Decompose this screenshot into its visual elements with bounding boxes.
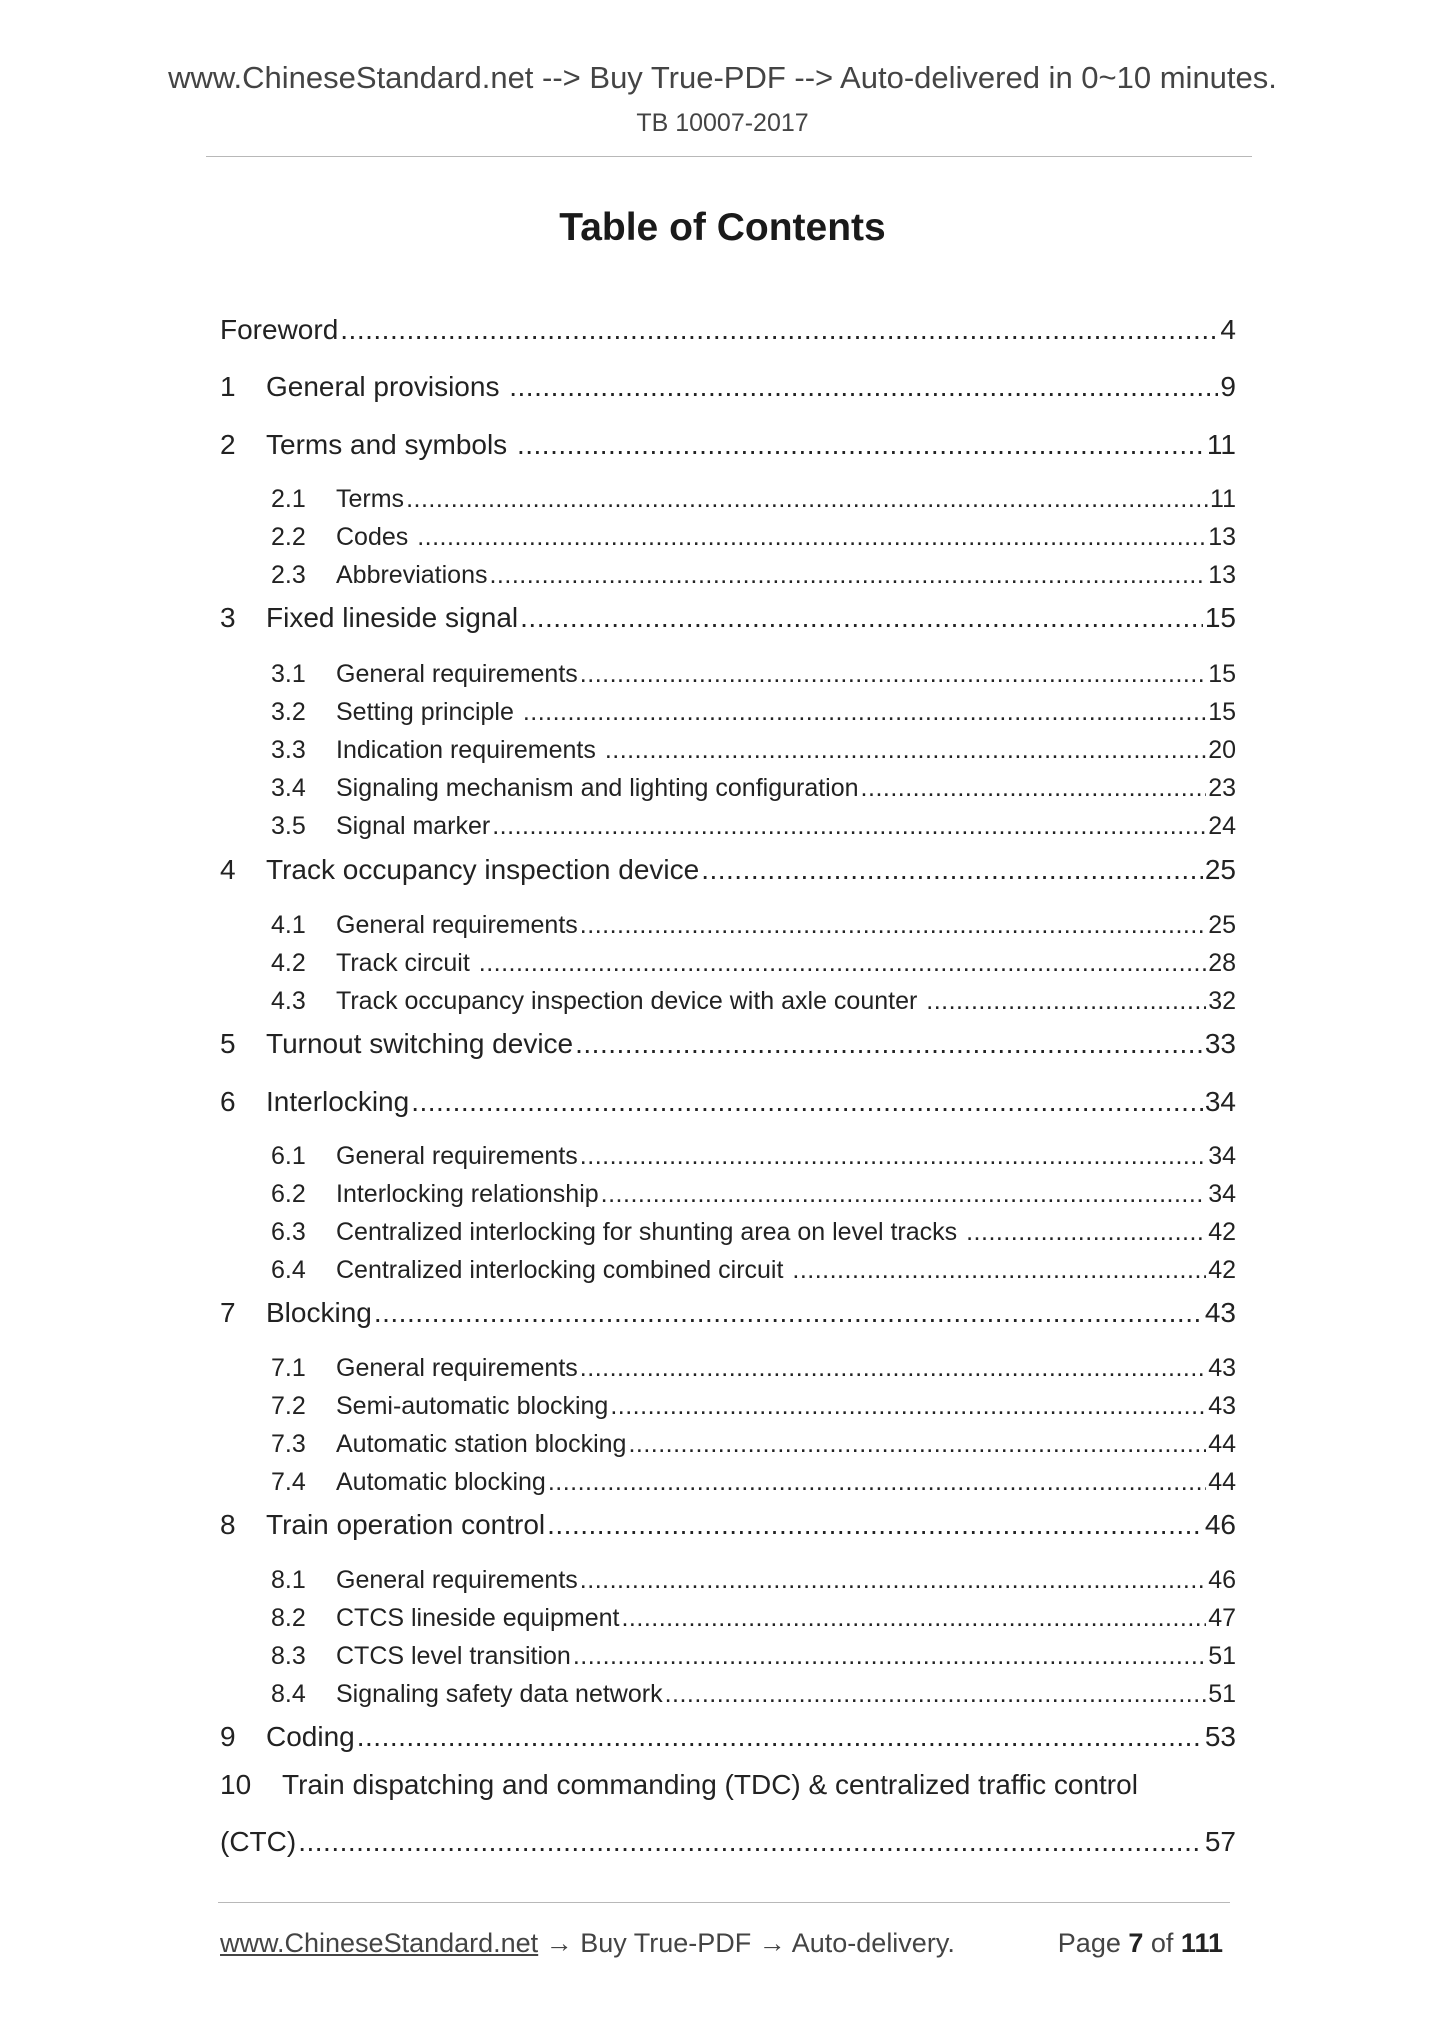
toc-leader-dots (548, 1464, 1206, 1500)
toc-entry-number: 8.2 (271, 1604, 306, 1632)
toc-entry-title: General requirements (336, 1566, 578, 1594)
toc-entry-title: Interlocking relationship (336, 1180, 599, 1208)
toc-entry-number: 10 (220, 1769, 252, 1800)
toc-leader-dots (580, 1350, 1206, 1386)
toc-entry[interactable] (271, 1252, 1236, 1288)
toc-entry-title: General requirements (336, 1354, 578, 1382)
toc-entry[interactable] (220, 367, 1236, 407)
toc-entry-number: 6.4 (271, 1256, 306, 1284)
toc-entry-number: 6 (220, 1086, 236, 1117)
toc-leader-dots (621, 1600, 1206, 1636)
toc-entry[interactable] (271, 1562, 1236, 1598)
toc-entry-number: 2.2 (271, 523, 306, 551)
toc-leader-dots (298, 1822, 1203, 1862)
toc-entry-page: 11 (1210, 485, 1236, 513)
toc-leader-dots (580, 656, 1206, 692)
toc-entry-page: 43 (1208, 1354, 1236, 1382)
toc-entry-number: 3.4 (271, 774, 306, 802)
toc-entry-number: 3.1 (271, 660, 306, 688)
toc-entry-page: 34 (1204, 1086, 1236, 1117)
toc-entry[interactable] (271, 1138, 1236, 1174)
toc-entry-number: 8.1 (271, 1566, 306, 1594)
toc-entry-page: 34 (1208, 1142, 1236, 1170)
toc-entry-title: Coding (266, 1721, 355, 1752)
toc-entry-page: 57 (1204, 1826, 1236, 1857)
toc-entry-title: General requirements (336, 1142, 578, 1170)
standard-code: TB 10007-2017 (636, 109, 809, 137)
page-counter (1058, 1926, 1223, 1960)
toc-entry-page: 32 (1208, 987, 1236, 1015)
toc-leader-dots (665, 1676, 1207, 1712)
toc-entry-title: Semi-automatic blocking (336, 1392, 609, 1420)
toc-entry[interactable] (271, 1350, 1236, 1386)
toc-entry-title: Abbreviations (336, 561, 488, 589)
toc-entry-title: Centralized interlocking for shunting area on level tracks (336, 1218, 965, 1246)
toc-entry-number: 4 (220, 854, 236, 885)
toc-entry-page: 51 (1208, 1642, 1236, 1670)
toc-entry-title: CTCS lineside equipment (336, 1604, 620, 1632)
toc-leader-dots (966, 1214, 1206, 1250)
toc-entry-title: Centralized interlocking combined circuit (336, 1256, 791, 1284)
toc-entry-number: 4.3 (271, 987, 306, 1015)
toc-entry[interactable] (220, 310, 1236, 350)
toc-leader-dots (520, 598, 1203, 638)
toc-entry-page: 25 (1204, 854, 1236, 885)
toc-entry-page: 15 (1208, 660, 1236, 688)
toc-entry-number: 7.3 (271, 1430, 306, 1458)
toc-entry-title: Signaling mechanism and lighting configuration (336, 774, 859, 802)
toc-entry-number: 8 (220, 1509, 236, 1540)
toc-entry-number: 6.1 (271, 1142, 306, 1170)
page-of: of (1143, 1928, 1181, 1958)
toc-leader-dots (580, 907, 1206, 943)
toc-entry[interactable] (220, 425, 1236, 465)
toc-entry-number: 1 (220, 371, 236, 402)
footer-promo-text: → Buy True-PDF → Auto-delivery. (538, 1928, 955, 1958)
toc-entry-title: Turnout switching device (266, 1028, 574, 1059)
toc-entry-page: 44 (1208, 1468, 1236, 1496)
toc-entry[interactable] (220, 850, 1236, 890)
toc-entry-number: 7.4 (271, 1468, 306, 1496)
toc-entry-page: 33 (1204, 1028, 1236, 1059)
toc-entry-title: Indication requirements (336, 736, 603, 764)
toc-leader-dots (701, 850, 1203, 890)
footer-promo (220, 1926, 955, 1960)
toc-leader-dots (575, 1024, 1203, 1064)
page-prefix: Page (1057, 1928, 1129, 1958)
toc-entry-number: 7.2 (271, 1392, 306, 1420)
toc-entry-number: 5 (220, 1028, 236, 1059)
toc-entry[interactable] (271, 1388, 1236, 1424)
toc-entry-page: 43 (1208, 1392, 1236, 1420)
toc-entry-number: 3 (220, 602, 236, 633)
toc-entry-page: 42 (1208, 1218, 1236, 1246)
toc-leader-dots (861, 770, 1207, 806)
toc-entry[interactable] (220, 1717, 1236, 1757)
toc-entry[interactable] (271, 481, 1236, 517)
toc-entry[interactable] (271, 694, 1236, 730)
toc-leader-dots (926, 983, 1206, 1019)
toc-leader-dots (605, 732, 1206, 768)
toc-entry-page: 11 (1206, 429, 1236, 460)
toc-entry-10-line1[interactable] (220, 1765, 1138, 1805)
toc-entry-title: Setting principle (336, 698, 521, 726)
toc-leader-dots (489, 557, 1206, 593)
toc-entry-title: General requirements (336, 911, 578, 939)
toc-entry-10-line2[interactable] (220, 1822, 1236, 1862)
toc-entry[interactable] (271, 732, 1236, 768)
toc-entry[interactable] (271, 808, 1236, 844)
toc-entry-number: 8.3 (271, 1642, 306, 1670)
toc-entry-page: 47 (1208, 1604, 1236, 1632)
toc-leader-dots (580, 1138, 1206, 1174)
toc-leader-dots (792, 1252, 1206, 1288)
toc-entry-number: 8.4 (271, 1680, 306, 1708)
toc-entry-number: 6.3 (271, 1218, 306, 1246)
toc-entry[interactable] (220, 1024, 1236, 1064)
toc-entry-page: 24 (1208, 812, 1236, 840)
toc-entry-page: 20 (1208, 736, 1236, 764)
toc-entry-title: Automatic station blocking (336, 1430, 627, 1458)
toc-leader-dots (417, 519, 1206, 555)
toc-entry-page: 46 (1204, 1509, 1236, 1540)
toc-entry-number: 3.2 (271, 698, 306, 726)
toc-leader-dots (411, 1082, 1203, 1122)
toc-entry-title: Foreword (220, 314, 339, 345)
toc-leader-dots (523, 694, 1206, 730)
toc-entry[interactable] (220, 1082, 1236, 1122)
toc-entry-title: Signaling safety data network (336, 1680, 663, 1708)
toc-entry-page: 25 (1208, 911, 1236, 939)
toc-entry[interactable] (271, 1464, 1236, 1500)
toc-entry-number: 6.2 (271, 1180, 306, 1208)
toc-entry-title: Terms (336, 485, 405, 513)
toc-entry-page: 9 (1220, 371, 1236, 402)
toc-leader-dots (628, 1426, 1206, 1462)
toc-entry-page: 4 (1220, 314, 1236, 345)
page-title: Table of Contents (559, 206, 886, 249)
toc-entry-number: 2.3 (271, 561, 306, 589)
toc-entry-number: 2.1 (271, 485, 306, 513)
toc-entry-number: 7 (220, 1297, 236, 1328)
toc-entry-number: 4.2 (271, 949, 306, 977)
toc-entry-page: 46 (1208, 1566, 1236, 1594)
toc-entry-page: 53 (1204, 1721, 1236, 1752)
header-divider (206, 156, 1252, 157)
toc-entry-title: Train operation control (266, 1509, 546, 1540)
toc-entry[interactable] (271, 1214, 1236, 1250)
toc-entry-title: CTCS level transition (336, 1642, 571, 1670)
toc-entry-number: 3.5 (271, 812, 306, 840)
toc-entry[interactable] (271, 1600, 1236, 1636)
toc-entry-number: 7.1 (271, 1354, 306, 1382)
toc-entry[interactable] (220, 1293, 1236, 1333)
toc-entry-page: 15 (1208, 698, 1236, 726)
toc-leader-dots (547, 1505, 1203, 1545)
toc-entry-page: 15 (1204, 602, 1236, 633)
toc-entry-page: 28 (1208, 949, 1236, 977)
toc-entry-title: Blocking (266, 1297, 372, 1328)
toc-entry-page: 43 (1204, 1297, 1236, 1328)
toc-leader-dots (479, 945, 1206, 981)
toc-entry[interactable] (271, 770, 1236, 806)
toc-entry[interactable] (271, 1676, 1236, 1712)
footer-divider (218, 1902, 1230, 1903)
toc-entry-number: 4.1 (271, 911, 306, 939)
toc-entry-title: Interlocking (266, 1086, 410, 1117)
toc-entry-page: 34 (1208, 1180, 1236, 1208)
toc-entry-page: 23 (1208, 774, 1236, 802)
toc-entry[interactable] (271, 1426, 1236, 1462)
toc-entry-title: Automatic blocking (336, 1468, 546, 1496)
toc-entry-title: Terms and symbols (266, 429, 515, 460)
toc-entry[interactable] (220, 1505, 1236, 1545)
toc-entry-title: Signal marker (336, 812, 491, 840)
toc-entry[interactable] (220, 598, 1236, 638)
toc-entry-number: 2 (220, 429, 236, 460)
toc-leader-dots (374, 1293, 1203, 1333)
toc-leader-dots (509, 367, 1218, 407)
page-total: 111 (1180, 1928, 1223, 1958)
toc-entry-title: General requirements (336, 660, 578, 688)
toc-entry-page: 13 (1208, 523, 1236, 551)
toc-entry[interactable] (271, 945, 1236, 981)
toc-entry-title: General provisions (266, 371, 508, 402)
toc-entry[interactable] (271, 519, 1236, 555)
toc-entry[interactable] (271, 983, 1236, 1019)
toc-leader-dots (492, 808, 1206, 844)
toc-leader-dots (517, 425, 1205, 465)
page-number: 7 (1128, 1928, 1144, 1958)
toc-leader-dots (573, 1638, 1206, 1674)
toc-entry[interactable] (271, 656, 1236, 692)
toc-entry-page: 13 (1208, 561, 1236, 589)
toc-leader-dots (406, 481, 1208, 517)
toc-entry-page: 51 (1208, 1680, 1236, 1708)
toc-entry-number: 9 (220, 1721, 236, 1752)
toc-leader-dots (610, 1388, 1206, 1424)
toc-entry-title: Track circuit (336, 949, 477, 977)
footer-site-link[interactable]: www.ChineseStandard.net (220, 1928, 539, 1958)
toc-leader-dots (601, 1176, 1207, 1212)
toc-entry[interactable] (271, 907, 1236, 943)
toc-entry-title: (CTC) (220, 1826, 297, 1857)
toc-leader-dots (580, 1562, 1206, 1598)
toc-entry[interactable] (271, 557, 1236, 593)
header-banner: www.ChineseStandard.net --> Buy True-PDF --> Auto-delivered in 0~10 minutes. (168, 60, 1277, 95)
toc-entry[interactable] (271, 1176, 1236, 1212)
toc-leader-dots (340, 310, 1218, 350)
toc-leader-dots (357, 1717, 1203, 1757)
toc-entry-title: Codes (336, 523, 416, 551)
toc-entry-title: Fixed lineside signal (266, 602, 519, 633)
toc-entry-title: Train dispatching and commanding (TDC) & centralized traffic control (282, 1769, 1138, 1800)
toc-entry-page: 42 (1208, 1256, 1236, 1284)
toc-entry-page: 44 (1208, 1430, 1236, 1458)
toc-entry-title: Track occupancy inspection device (266, 854, 700, 885)
toc-entry[interactable] (271, 1638, 1236, 1674)
toc-entry-title: Track occupancy inspection device with axle counter (336, 987, 925, 1015)
toc-entry-number: 3.3 (271, 736, 306, 764)
